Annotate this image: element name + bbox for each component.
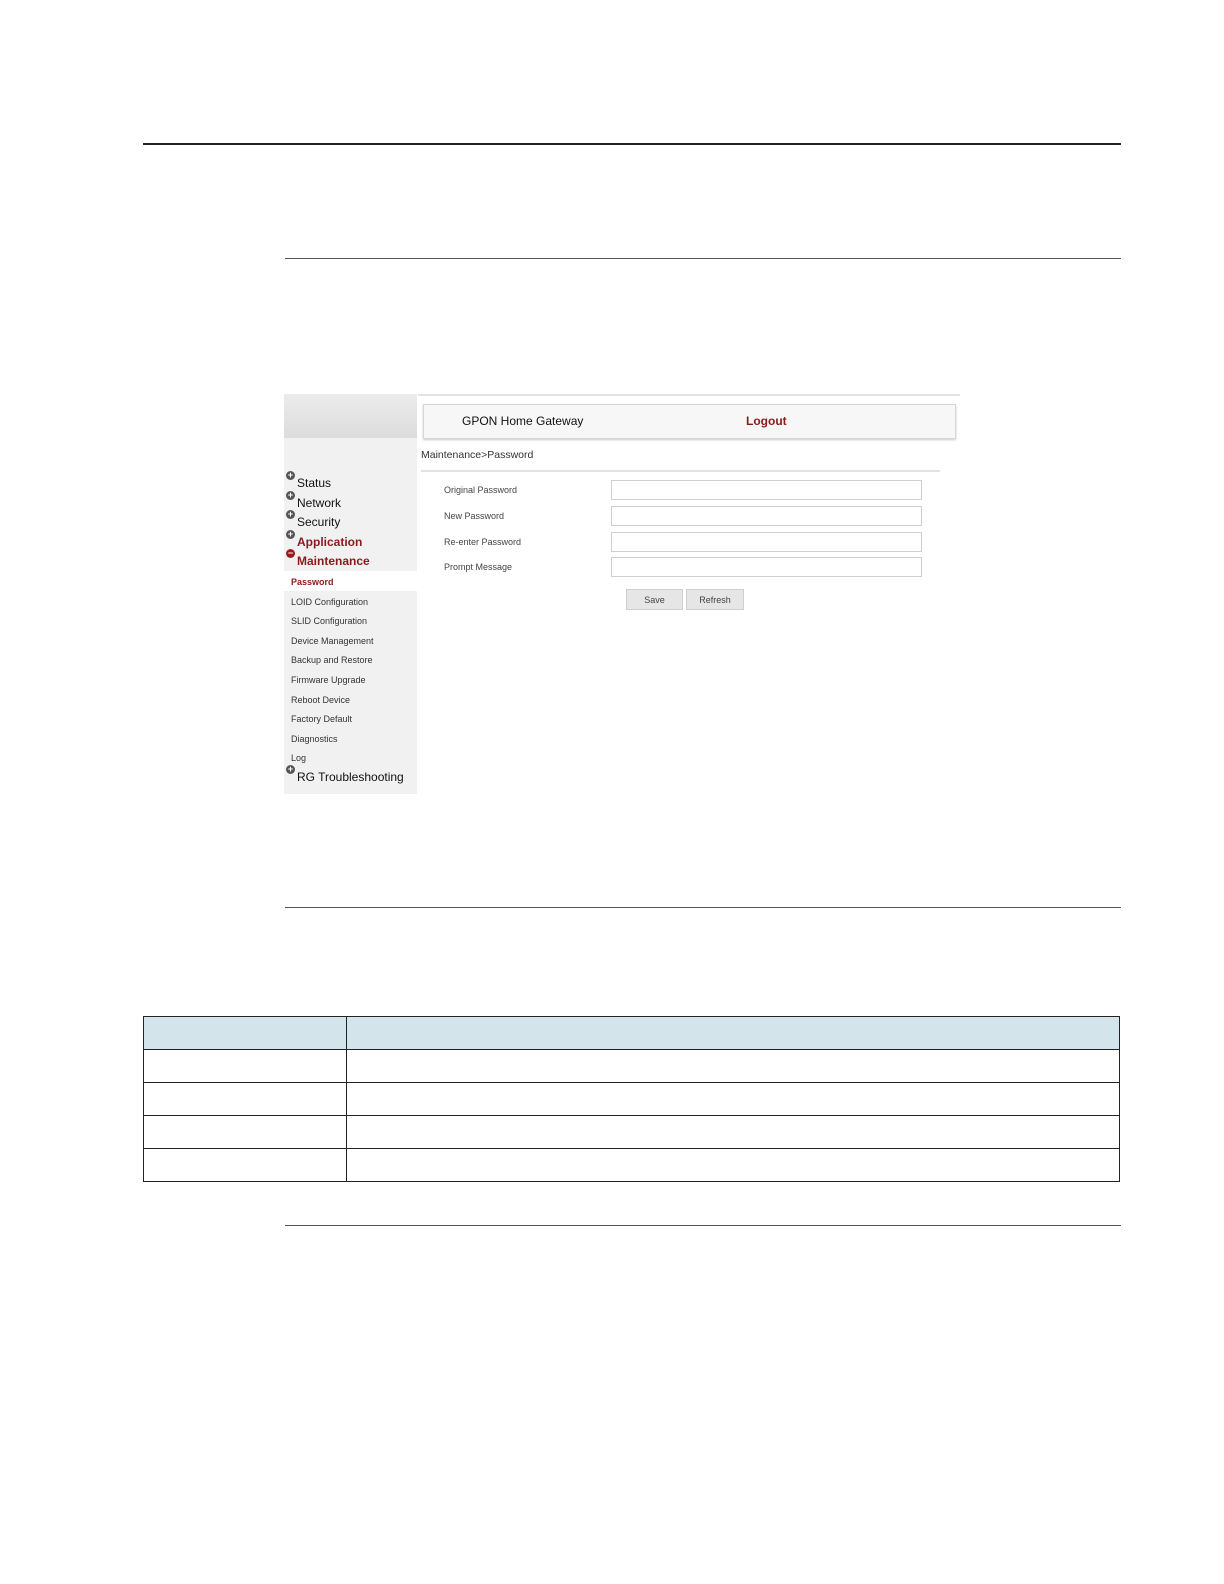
sidebar-item-label: Maintenance bbox=[297, 554, 370, 569]
plus-icon: + bbox=[287, 489, 294, 500]
logo-area bbox=[284, 394, 417, 438]
prompt-message-field[interactable] bbox=[611, 557, 922, 577]
table-cell bbox=[144, 1116, 347, 1149]
maintenance-submenu bbox=[284, 571, 417, 767]
table-cell bbox=[347, 1050, 1120, 1083]
submenu-item-slid-configuration[interactable]: SLID Configuration bbox=[291, 616, 368, 627]
sidebar-item-rg-troubleshooting[interactable] bbox=[284, 764, 417, 784]
reenter-password-field[interactable] bbox=[611, 532, 922, 552]
table-cell bbox=[347, 1116, 1120, 1149]
app-title: GPON Home Gateway bbox=[462, 414, 584, 428]
table-row bbox=[144, 1083, 1120, 1116]
minus-icon: − bbox=[287, 548, 294, 559]
reenter-password-label: Re-enter Password bbox=[444, 537, 522, 547]
sidebar-menu bbox=[284, 470, 417, 568]
form-row-new-password bbox=[444, 506, 924, 528]
section-divider bbox=[285, 258, 1121, 259]
gateway-screenshot bbox=[284, 394, 960, 794]
table-row bbox=[144, 1116, 1120, 1149]
original-password-field[interactable] bbox=[611, 480, 922, 500]
table-cell bbox=[144, 1149, 347, 1182]
header-bar bbox=[423, 404, 956, 439]
table-cell bbox=[347, 1083, 1120, 1116]
table-header-row bbox=[144, 1017, 1120, 1050]
section-divider bbox=[285, 1225, 1121, 1226]
section-divider bbox=[285, 907, 1121, 908]
submenu-item-firmware-upgrade[interactable]: Firmware Upgrade bbox=[291, 674, 366, 685]
sidebar-item-maintenance[interactable] bbox=[284, 548, 417, 568]
top-border bbox=[418, 394, 960, 396]
sidebar-item-security[interactable] bbox=[284, 509, 417, 529]
save-button[interactable]: Save bbox=[626, 589, 683, 610]
submenu-item-loid-configuration[interactable]: LOID Configuration bbox=[291, 596, 369, 607]
submenu-item-backup-and-restore[interactable]: Backup and Restore bbox=[291, 655, 373, 666]
sidebar-menu-bottom bbox=[284, 764, 417, 784]
plus-icon: + bbox=[287, 509, 294, 520]
new-password-field[interactable] bbox=[611, 506, 922, 526]
plus-icon: + bbox=[287, 470, 294, 480]
table-row bbox=[144, 1050, 1120, 1083]
submenu-item-password[interactable]: Password bbox=[284, 571, 417, 591]
sidebar-item-status[interactable] bbox=[284, 470, 417, 490]
plus-icon: + bbox=[287, 528, 294, 539]
form-row-reenter-password bbox=[444, 532, 924, 554]
refresh-button[interactable]: Refresh bbox=[686, 589, 744, 610]
parameter-table bbox=[143, 1016, 1120, 1182]
form-row-prompt-message bbox=[444, 557, 924, 579]
new-password-label: New Password bbox=[444, 511, 505, 521]
prompt-message-label: Prompt Message bbox=[444, 562, 513, 572]
plus-icon: + bbox=[287, 764, 294, 774]
table-row bbox=[144, 1149, 1120, 1182]
sidebar-item-label: RG Troubleshooting bbox=[297, 770, 404, 784]
table-cell bbox=[144, 1083, 347, 1116]
sidebar-item-application[interactable] bbox=[284, 529, 417, 549]
sidebar-item-label: Status bbox=[297, 476, 332, 490]
table-header-cell bbox=[347, 1017, 1120, 1050]
page-top-rule bbox=[143, 143, 1121, 145]
submenu-item-diagnostics[interactable]: Diagnostics bbox=[291, 733, 338, 744]
original-password-label: Original Password bbox=[444, 485, 518, 495]
breadcrumb: Maintenance>Password bbox=[421, 449, 534, 461]
logout-link[interactable]: Logout bbox=[746, 414, 787, 428]
breadcrumb-divider bbox=[421, 470, 940, 472]
table-cell bbox=[144, 1050, 347, 1083]
submenu-item-reboot-device[interactable]: Reboot Device bbox=[291, 694, 351, 705]
sidebar-item-label: Security bbox=[297, 515, 341, 530]
submenu-item-log[interactable]: Log bbox=[291, 753, 307, 764]
sidebar-item-label: Application bbox=[297, 534, 363, 549]
submenu-item-device-management[interactable]: Device Management bbox=[291, 635, 374, 646]
submenu-item-factory-default[interactable]: Factory Default bbox=[291, 714, 353, 725]
sidebar-item-label: Network bbox=[297, 495, 342, 510]
form-row-original-password bbox=[444, 480, 924, 502]
sidebar-item-network[interactable] bbox=[284, 490, 417, 510]
table-header-cell bbox=[144, 1017, 347, 1050]
sidebar bbox=[284, 394, 417, 794]
table-cell bbox=[347, 1149, 1120, 1182]
